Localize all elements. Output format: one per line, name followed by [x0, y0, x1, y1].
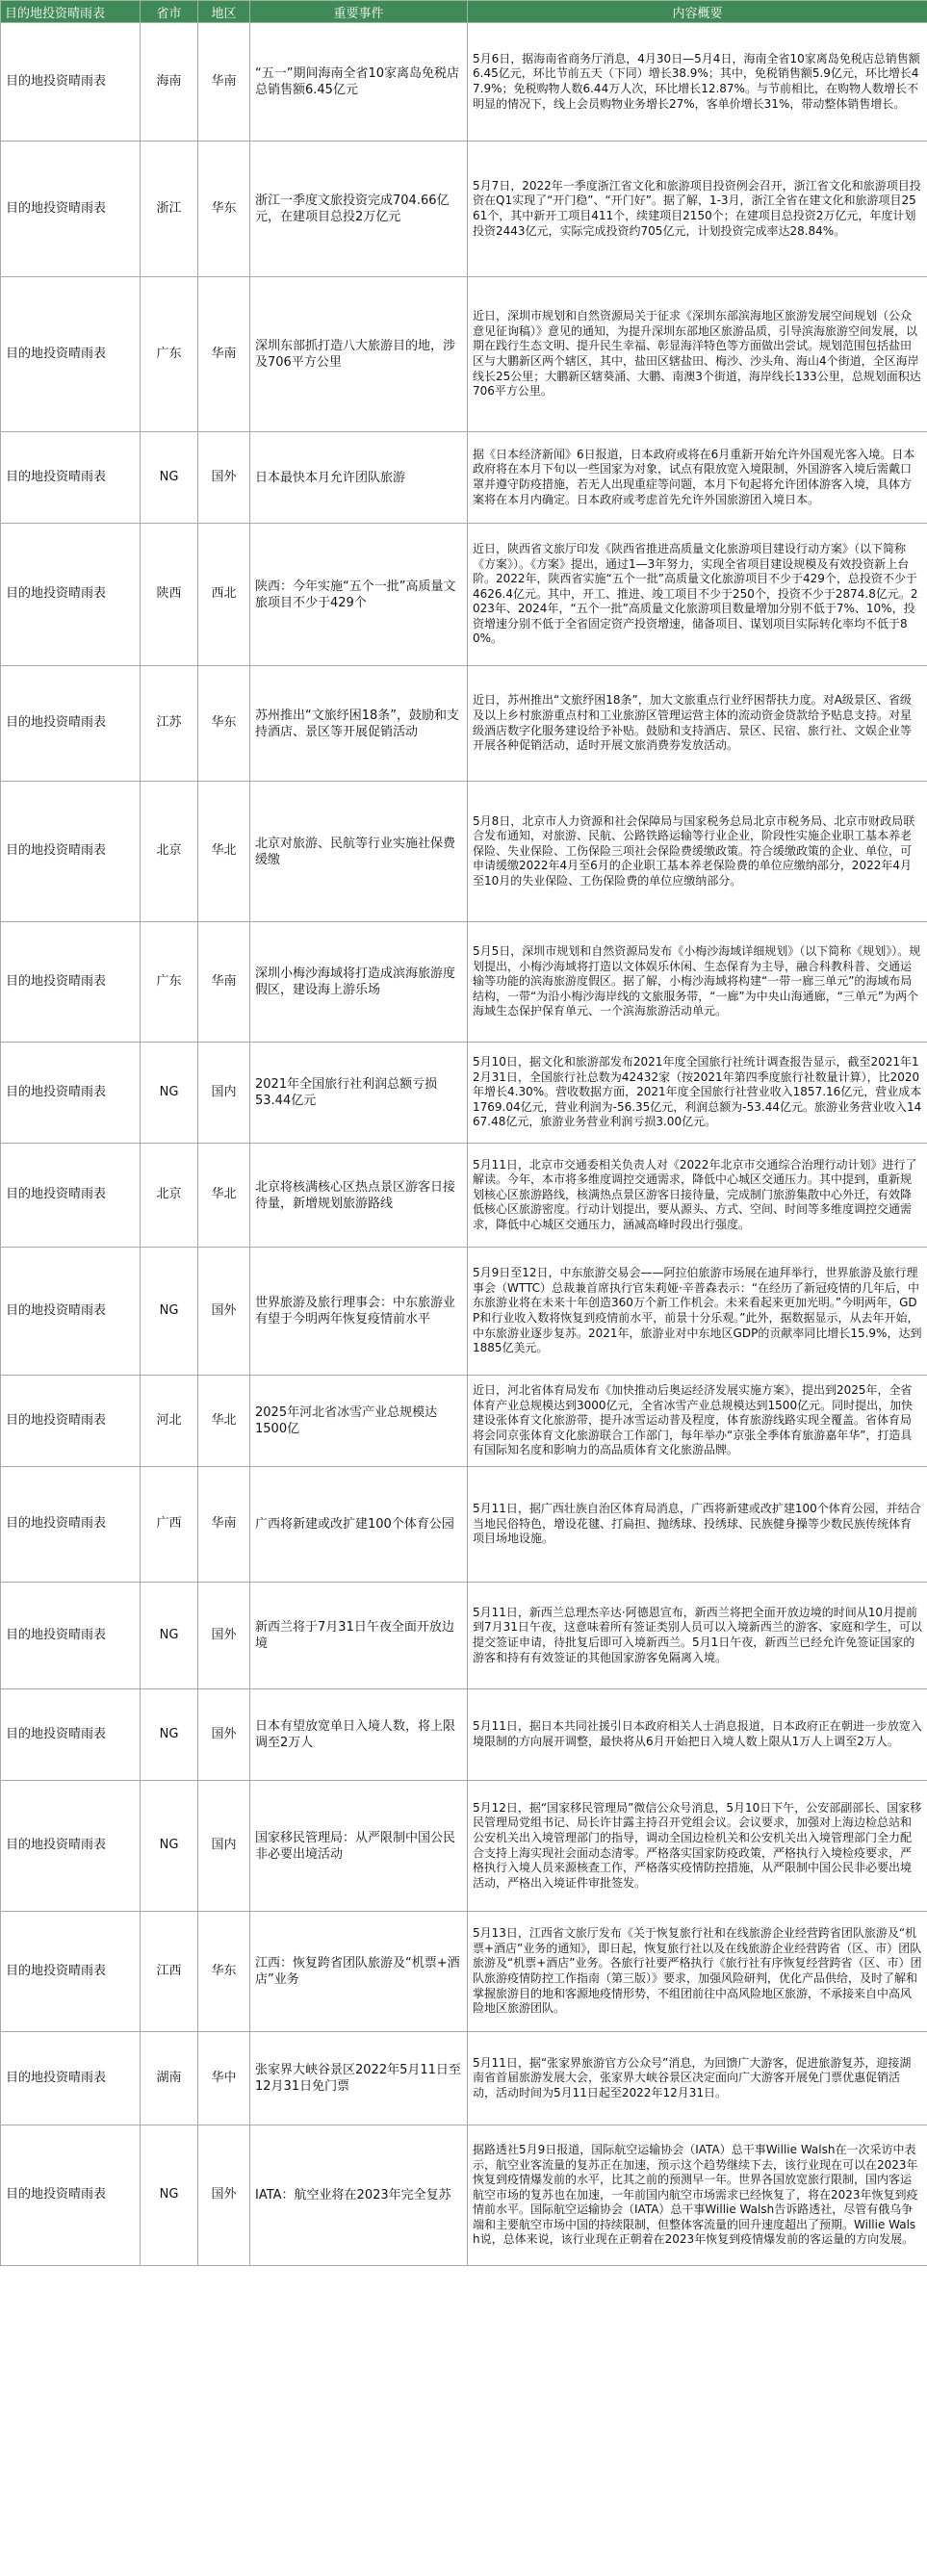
- summary-text: 5月11日，据日本共同社援引日本政府相关人士消息报道，日本政府正在朝进一步放宽入境限制的方向展开调整，最快将从6月开始把日入境人数上限从1万人上调至2万人。: [473, 1719, 922, 1748]
- province-text: NG: [159, 1838, 179, 1853]
- event-text: 国家移民管理局：从严限制中国公民非必要出境活动: [255, 1830, 456, 1862]
- summary-cell: [468, 1043, 927, 1144]
- region-cell: [198, 2032, 250, 2125]
- category-text: 目的地投资晴雨表: [6, 2187, 107, 2202]
- region-text: 华南: [211, 1516, 237, 1532]
- region-text: 华南: [211, 346, 237, 361]
- event-cell: [250, 2032, 468, 2125]
- region-cell: [198, 1043, 250, 1144]
- region-cell: [198, 1376, 250, 1467]
- event-text: 深圳小梅沙海域将打造成滨海旅游度假区，建设海上游乐场: [255, 966, 456, 997]
- summary-text: 5月6日，据海南省商务厅消息，4月30日—5月4日，海南全省10家离岛免税店总销售额6.45亿元，环比节前五天（下同）增长38.9%；其中，免税销售额5.9亿元，环比增长47.9%；免税购物人数6.44万人次，环比增长12.87%。与节前相比，在购物人数增长不明显的情况下，线上会员购物业务增长27%，客单价增长31%，带动整体销售增长。: [473, 51, 920, 111]
- region-text: 国内: [211, 1084, 237, 1099]
- table-row: [1, 1583, 927, 1689]
- summary-cell: [468, 1912, 927, 2032]
- category-text: 目的地投资晴雨表: [6, 73, 107, 89]
- summary-text: 5月9日至12日，中东旅游交易会——阿拉伯旅游市场展在迪拜举行，世界旅游及旅行理事会（WTTC）总裁兼首席执行官朱莉娅·辛普森表示：“在经历了新冠疫情的几年后，中东旅游业将在未来十年创造360万个新工作机会。未来看起来更加光明。”今明两年，GDP和行业收入数将恢复到疫情前水平，前景十分乐观。”此外，据数据显示，从去年开始，中东旅游业逐步复苏。2021年，旅游业对中东地区GDP的贡献率同比增长15.9%，达到1885亿美元。: [473, 1266, 922, 1355]
- province-text: 海南: [156, 73, 182, 89]
- province-text: 陕西: [156, 586, 182, 602]
- summary-text: 5月12日，据“国家移民管理局”微信公众号消息，5月10日下午，公安部副部长、国家移民管理局党组书记、局长许甘露主持召开党组会议。会议要求，加强对上海边检总站和公安机关出入境管理部门的指导，调动全国边检机关和公安机关出入境管理部门全力配合支持上海实现社会面动态清零。严格落实国家防疫政策，严格执行入境检疫要求，严格执行入境人员来源核查工作，严格落实疫情防控措施，从严限制中国公民非必要出境活动，严格出入境证件审批签发。: [473, 1800, 922, 1890]
- event-text: 北京将核满核心区热点景区游客日接待量，新增规划旅游路线: [255, 1179, 456, 1211]
- table-row: [1, 1689, 927, 1781]
- province-text: 江苏: [156, 715, 182, 731]
- summary-text: 5月10日，据文化和旅游部发布2021年度全国旅行社统计调查报告显示，截至2021年12月31日，全国旅行社总数为42432家（按2021年第四季度旅行社数量计算），比2020年增长4.30%。营收数据方面，2021年度全国旅行社营业收入1857.16亿元，营业成本1769.04亿元，营业利润为-56.35亿元，利润总额为-53.44亿元。旅游业务营业收入1467.48亿元，旅游业务营业利润亏损3.00亿元。: [473, 1055, 922, 1129]
- province-cell: [141, 1912, 198, 2032]
- table-row: [1, 1248, 927, 1376]
- summary-cell: [468, 1689, 927, 1781]
- category-cell: [1, 1376, 141, 1467]
- category-cell: [1, 1467, 141, 1583]
- province-text: 河北: [156, 1412, 182, 1428]
- table-row: [1, 1467, 927, 1583]
- region-text: 华东: [211, 1963, 237, 1978]
- event-text: 2021年全国旅行社利润总额亏损53.44亿元: [255, 1077, 438, 1108]
- province-text: 浙江: [156, 200, 182, 216]
- category-cell: [1, 1781, 141, 1912]
- region-cell: [198, 782, 250, 922]
- table-row: [1, 782, 927, 922]
- summary-cell: [468, 2032, 927, 2125]
- table-row: [1, 432, 927, 524]
- region-cell: [198, 1781, 250, 1912]
- category-cell: [1, 23, 141, 142]
- category-cell: [1, 2125, 141, 2266]
- event-text: 日本有望放宽单日入境人数，将上限调至2万人: [255, 1719, 456, 1750]
- category-cell: [1, 524, 141, 666]
- region-text: 华中: [211, 2070, 237, 2085]
- province-cell: [141, 782, 198, 922]
- summary-text: 5月5日，深圳市规划和自然资源局发布《小梅沙海域详细规划》（以下简称《规划》）。规划提出，小梅沙海域将打造以文体娱乐休闲、生态保育为主导，融合科教科普、交通运输等功能的滨海旅游度假区。据了解，小梅沙海域将构建“一带一廊三单元”的海域布局结构，一带“为沿小梅沙海岸线的文旅服务带，“一廊”为中央山海通廊，“三单元”为两个海域生态保护保育单元、一个滨海旅游活动单元。: [473, 944, 921, 1018]
- region-text: 华南: [211, 73, 237, 89]
- category-text: 目的地投资晴雨表: [6, 1627, 107, 1642]
- region-cell: [198, 277, 250, 432]
- event-text: 浙江一季度文旅投资完成704.66亿元，在建项目总投2万亿元: [255, 193, 450, 224]
- category-text: 目的地投资晴雨表: [6, 1726, 107, 1741]
- category-cell: [1, 1583, 141, 1689]
- event-text: 苏州推出“文旅纾困18条”，鼓励和支持酒店、景区等开展促销活动: [255, 708, 460, 739]
- region-text: 华北: [211, 1412, 237, 1428]
- region-text: 华南: [211, 973, 237, 989]
- province-cell: [141, 2125, 198, 2266]
- summary-text: 近日，苏州推出“文旅纾困18条”，加大文旅重点行业纾困帮扶力度。对A级景区、省级及以上乡村旅游重点村和工业旅游区管理运营主体的流动资金贷款给予贴息支持。对星级酒店数字化服务建设给予补贴。鼓励和支持酒店、景区、民宿、旅行社、文娱企业等开展各种促销活动，适时开展文旅消费券发放活动。: [473, 693, 913, 753]
- event-text: “五一”期间海南全省10家离岛免税店总销售额6.45亿元: [255, 66, 460, 97]
- header-summary: 内容概要: [468, 1, 927, 23]
- summary-cell: [468, 922, 927, 1043]
- region-cell: [198, 1583, 250, 1689]
- province-cell: [141, 23, 198, 142]
- summary-text: 5月13日，江西省文旅厅发布《关于恢复旅行社和在线旅游企业经营跨省团队旅游及“机票+酒店”业务的通知》，即日起，恢复旅行社以及在线旅游企业经营跨省（区、市）团队旅游及“机票+酒店”业务。各旅行社要严格执行《旅行社有序恢复经营跨省（区、市）团队旅游疫情防控工作指南（第三版）》要求，加强风险研判，优化产品供给，及时了解和掌握旅游目的地和客源地疫情形势，不组团前往中高风险地区旅游，不承接来自中高风险地区旅游团队。: [473, 1926, 922, 2016]
- summary-cell: [468, 2125, 927, 2266]
- summary-cell: [468, 1467, 927, 1583]
- category-text: 目的地投资晴雨表: [6, 469, 107, 484]
- summary-text: 5月11日，北京市交通委相关负责人对《2022年北京市交通综合治理行动计划》进行了解读。今年，本市将多维度调控交通需求，降低中心城区交通压力。其中提到，重新规划核心区旅游路线，核满热点景区游客日接待量，完成制门旅游集散中心外迁，有效降低核心区旅游密度。行动计划提出，要从源头、方式、空间、时间等多维度调控交通需求，降低中心城区交通压力，涵减高峰时段出行强度。: [473, 1157, 917, 1231]
- province-cell: [141, 1467, 198, 1583]
- event-text: 北京对旅游、民航等行业实施社保费缓缴: [255, 836, 456, 867]
- province-text: 广西: [156, 1516, 182, 1532]
- province-text: 广东: [156, 973, 182, 989]
- province-text: 广东: [156, 346, 182, 361]
- category-text: 目的地投资晴雨表: [6, 1963, 107, 1978]
- table-row: [1, 666, 927, 782]
- region-cell: [198, 1248, 250, 1376]
- summary-text: 据路透社5月9日报道，国际航空运输协会（IATA）总干事Willie Walsh在一次采访中表示，航空业客流量的复苏正在加速，预示这个趋势继续下去，该行业现在可以在2023年恢复到疫情爆发前的水平，比其之前的预测早一年。世界各国放宽旅行限制，国内客运航空市场的复苏也在加速，一年前国内航空市场需求已经恢复了，将在2023年恢复到疫情前水平。国际航空运输协会（IATA）总干事Willie Walsh告诉路透社，尽管有俄乌争端和主要航空市场中国的持续限制，但整体客流量的回升速度超出了预期。Willie Walsh说，总体来说，该行业现在正朝着在2023年恢复到疫情爆发前的客运量的方向发展。: [473, 2142, 918, 2247]
- category-text: 目的地投资晴雨表: [6, 346, 107, 361]
- summary-cell: [468, 666, 927, 782]
- table-row: [1, 922, 927, 1043]
- region-cell: [198, 1912, 250, 2032]
- category-cell: [1, 432, 141, 524]
- region-cell: [198, 524, 250, 666]
- province-text: 北京: [156, 1187, 182, 1202]
- region-text: 国内: [211, 1838, 237, 1853]
- event-text: 世界旅游及旅行理事会：中东旅游业有望于今明两年恢复疫情前水平: [255, 1296, 456, 1327]
- table-row: [1, 2032, 927, 2125]
- table-row: [1, 142, 927, 277]
- region-cell: [198, 142, 250, 277]
- region-text: 华北: [211, 1187, 237, 1202]
- table-row: [1, 1144, 927, 1248]
- province-cell: [141, 277, 198, 432]
- region-text: 华东: [211, 200, 237, 216]
- summary-cell: [468, 1781, 927, 1912]
- event-cell: [250, 1583, 468, 1689]
- province-text: NG: [159, 1084, 179, 1099]
- category-text: 目的地投资晴雨表: [6, 586, 107, 602]
- category-cell: [1, 1248, 141, 1376]
- region-text: 西北: [211, 586, 237, 602]
- region-cell: [198, 1689, 250, 1781]
- province-cell: [141, 1248, 198, 1376]
- table-row: [1, 2125, 927, 2266]
- province-cell: [141, 1144, 198, 1248]
- category-cell: [1, 782, 141, 922]
- category-cell: [1, 922, 141, 1043]
- summary-cell: [468, 432, 927, 524]
- summary-text: 近日，深圳市规划和自然资源局关于征求《深圳东部滨海地区旅游发展空间规划（公众意见征询稿）》意见的通知，为提升深圳东部地区旅游品质，引导滨海旅游空间发展，以期在践行生态文明、提升民生幸福、彰显海洋特色等方面做出尝试。规划范围包括盐田区与大鹏新区两个辖区，其中，盐田区辖盐田、梅沙、沙头角、海山4个街道，全区海岸线长25公里；大鹏新区辖葵涌、大鹏、南澳3个街道，海岸线长133公里，总规划面积达706平方公里。: [473, 309, 921, 399]
- event-cell: [250, 142, 468, 277]
- province-cell: [141, 1689, 198, 1781]
- category-text: 目的地投资晴雨表: [6, 715, 107, 731]
- category-text: 目的地投资晴雨表: [6, 1412, 107, 1428]
- summary-cell: [468, 1248, 927, 1376]
- province-text: NG: [159, 1302, 179, 1318]
- event-cell: [250, 782, 468, 922]
- category-text: 目的地投资晴雨表: [6, 843, 107, 859]
- event-text: 深圳东部抓打造八大旅游目的地，涉及706平方公里: [255, 339, 456, 370]
- province-cell: [141, 432, 198, 524]
- summary-text: 近日，河北省体育局发布《加快推动后奥运经济发展实施方案》，提出到2025年，全省体育产业总规模达到3000亿元，全省冰雪产业总规模达到1500亿元。同时提出，加快建设张体育文化旅游带，提升冰雪运动普及程度，体育旅游线路实现全覆盖。省体育局将会同京张体育文化旅游联合工作部门，每年举办“京张全季体育旅游嘉年华”，打造具有国际知名度和影响力的高品质体育文化旅游品牌。: [473, 1383, 914, 1457]
- event-cell: [250, 1912, 468, 2032]
- summary-text: 5月11日，新西兰总理杰辛达·阿德恩宣布，新西兰将把全面开放边境的时间从10月提前到7月31日午夜，这意味着所有签证类别人员可以入境新西兰的游客、家庭和学生，可以提交签证申请，待批复后即可入境新西兰。5月1日午夜，新西兰已经允许免签证国家的游客和持有有效签证的其他国家游客免隔离入境。: [473, 1605, 922, 1664]
- province-cell: [141, 922, 198, 1043]
- summary-cell: [468, 1144, 927, 1248]
- category-text: 目的地投资晴雨表: [6, 1838, 107, 1853]
- event-cell: [250, 1781, 468, 1912]
- event-cell: [250, 432, 468, 524]
- region-text: 华东: [211, 715, 237, 731]
- province-cell: [141, 1583, 198, 1689]
- summary-text: 5月11日，据“张家界旅游官方公众号”消息，为回馈广大游客，促进旅游复苏，迎接湖南省首届旅游发展大会，张家界大峡谷景区决定面向广大游客开展免门票优惠促销活动，活动时间为5月11日起至2022年12月31日。: [473, 2055, 912, 2099]
- region-text: 国外: [211, 1302, 237, 1318]
- region-text: 国外: [211, 1726, 237, 1741]
- province-text: NG: [159, 2187, 179, 2202]
- province-cell: [141, 1781, 198, 1912]
- region-cell: [198, 1144, 250, 1248]
- category-text: 目的地投资晴雨表: [6, 1187, 107, 1202]
- summary-cell: [468, 277, 927, 432]
- event-cell: [250, 1689, 468, 1781]
- table-row: [1, 1376, 927, 1467]
- region-text: 国外: [211, 469, 237, 484]
- header-event: 重要事件: [250, 1, 468, 23]
- category-text: 目的地投资晴雨表: [6, 1084, 107, 1099]
- province-text: 湖南: [156, 2070, 182, 2085]
- category-text: 目的地投资晴雨表: [6, 973, 107, 989]
- header-category: 目的地投资晴雨表: [1, 1, 141, 23]
- category-cell: [1, 1043, 141, 1144]
- region-text: 国外: [211, 1627, 237, 1642]
- event-cell: [250, 922, 468, 1043]
- summary-cell: [468, 1583, 927, 1689]
- category-cell: [1, 1144, 141, 1248]
- province-cell: [141, 524, 198, 666]
- table-row: [1, 23, 927, 142]
- province-cell: [141, 1376, 198, 1467]
- category-cell: [1, 2032, 141, 2125]
- table-row: [1, 1912, 927, 2032]
- summary-text: 5月8日，北京市人力资源和社会保障局与国家税务总局北京市税务局、北京市财政局联合发布通知，对旅游、民航、公路铁路运输等行业企业，阶段性实施企业职工基本养老保险、失业保险、工伤保险三项社会保险费缓缴政策。符合缓缴政策的企业、单位，可申请缓缴2022年4月至6月的企业职工基本养老保险费的单位应缴纳部分，2022年4月至10月的失业保险、工伤保险费的单位应缴纳部分。: [473, 813, 915, 888]
- region-cell: [198, 23, 250, 142]
- event-cell: [250, 1043, 468, 1144]
- region-cell: [198, 2125, 250, 2266]
- event-text: 新西兰将于7月31日午夜全面开放边境: [255, 1620, 454, 1651]
- region-cell: [198, 432, 250, 524]
- province-text: NG: [159, 1627, 179, 1642]
- province-cell: [141, 2032, 198, 2125]
- category-cell: [1, 1912, 141, 2032]
- province-cell: [141, 1043, 198, 1144]
- header-row: [1, 1, 927, 23]
- category-text: 目的地投资晴雨表: [6, 200, 107, 216]
- header-region: 地区: [198, 1, 250, 23]
- region-cell: [198, 666, 250, 782]
- table-row: [1, 524, 927, 666]
- province-text: 北京: [156, 843, 182, 859]
- summary-cell: [468, 1376, 927, 1467]
- category-cell: [1, 666, 141, 782]
- category-text: 目的地投资晴雨表: [6, 2070, 107, 2085]
- province-cell: [141, 666, 198, 782]
- event-cell: [250, 1144, 468, 1248]
- category-cell: [1, 1689, 141, 1781]
- table-row: [1, 1781, 927, 1912]
- event-text: 2025年河北省冰雪产业总规模达1500亿: [255, 1405, 438, 1436]
- event-cell: [250, 277, 468, 432]
- summary-cell: [468, 23, 927, 142]
- summary-cell: [468, 524, 927, 666]
- event-text: 陕西：今年实施“五个一批”高质量文旅项目不少于429个: [255, 579, 456, 610]
- summary-cell: [468, 782, 927, 922]
- category-text: 目的地投资晴雨表: [6, 1516, 107, 1532]
- event-cell: [250, 666, 468, 782]
- summary-text: 近日，陕西省文旅厅印发《陕西省推进高质量文化旅游项目建设行动方案》（以下简称《方案》）。《方案》提出，通过1—3年努力，实现全省项目建设规模及有效投资新上台阶。2022年，陕西省实施“五个一批”高质量文化旅游项目不少于429个，总投资不少于4626.4亿元。其中，开工、推进、竣工项目不少于250个，投资不少于2874.8亿元。2023年、2024年，“五个一批”高质量文化旅游项目数量增加分别不低于7%、10%，投资增速分别不低于全省固定资产投资增速，储备项目、谋划项目实际转化率均不低于80%。: [473, 541, 918, 646]
- province-text: NG: [159, 469, 179, 484]
- category-cell: [1, 142, 141, 277]
- region-text: 国外: [211, 2187, 237, 2202]
- event-cell: [250, 2125, 468, 2266]
- region-text: 华北: [211, 843, 237, 859]
- event-text: 江西：恢复跨省团队旅游及“机票+酒店”业务: [255, 1956, 460, 1987]
- event-cell: [250, 23, 468, 142]
- category-text: 目的地投资晴雨表: [6, 1302, 107, 1318]
- summary-text: 5月7日，2022年一季度浙江省文化和旅游项目投资例会召开，浙江省文化和旅游项目投资在Q1实现了“开门稳”、“开门好”。据了解，1-3月，浙江全省在建文化和旅游项目2561个，其中新开工项目411个，续建项目2150个；在建项目总投资2万亿元，年度计划投资2443亿元，实际完成投资约705亿元，计划投资完成率达28.84%。: [473, 178, 921, 238]
- category-cell: [1, 277, 141, 432]
- event-text: 张家界大峡谷景区2022年5月11日至12月31日免门票: [255, 2063, 461, 2094]
- event-cell: [250, 524, 468, 666]
- table-row: [1, 277, 927, 432]
- event-cell: [250, 1467, 468, 1583]
- province-cell: [141, 142, 198, 277]
- region-cell: [198, 922, 250, 1043]
- summary-cell: [468, 142, 927, 277]
- region-cell: [198, 1467, 250, 1583]
- event-cell: [250, 1376, 468, 1467]
- event-cell: [250, 1248, 468, 1376]
- event-text: IATA：航空业将在2023年完全复苏: [255, 2188, 451, 2202]
- province-text: NG: [159, 1726, 179, 1741]
- summary-text: 据《日本经济新闻》6日报道，日本政府或将在6月重新开始允许外国观光客入境。日本政府将在本月下旬以一些国家为对象，试点有限放宽入境限制，外国游客入境后需戴口罩并遵守防疫措施，若无人出现重症等问题，本月下旬起将允许团体游客入境，具体方案将在本月内确定。日本政府或考虑首先允许外国旅游团入境日本。: [473, 447, 915, 506]
- summary-text: 5月11日，据广西壮族自治区体育局消息，广西将新建或改扩建100个体育公园，并结合当地民俗特色，增设花毽、打扁担、抛绣球、投绣球、民族健身操等少数民族传统体育项目场地设施。: [473, 1502, 921, 1546]
- table-row: [1, 1043, 927, 1144]
- event-text: 广西将新建或改扩建100个体育公园: [255, 1517, 454, 1532]
- province-text: 江西: [156, 1963, 182, 1978]
- header-province: 省市: [141, 1, 198, 23]
- event-text: 日本最快本月允许团队旅游: [255, 470, 406, 485]
